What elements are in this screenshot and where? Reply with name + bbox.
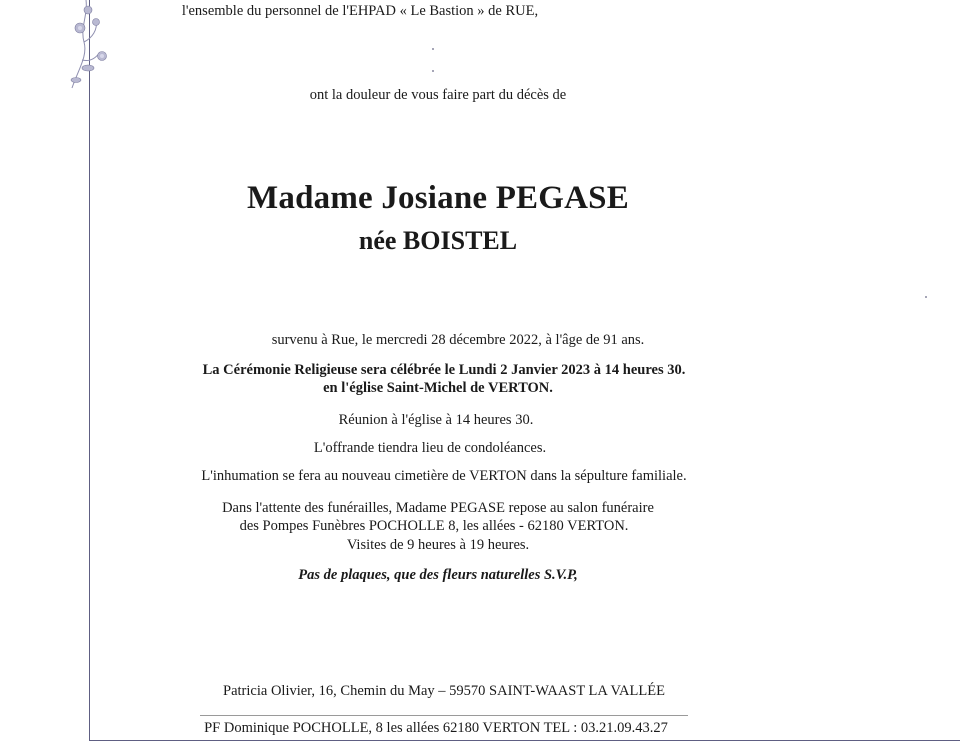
announce-line: ont la douleur de vous faire part du décès de: [309, 87, 567, 103]
speck-mark: [432, 48, 434, 50]
family-address: Patricia Olivier, 16, Chemin du May – 59570 SAINT-WAAST LA VALLÉE: [223, 683, 665, 699]
funeral-home-line: PF Dominique POCHOLLE, 8 les allées 62180 VERTON TEL : 03.21.09.43.27: [204, 720, 668, 736]
meeting-line: Réunion à l'église à 14 heures 30.: [338, 412, 534, 428]
burial-line: L'inhumation se fera au nouveau cimetière de VERTON dans la sépulture familiale.: [201, 468, 687, 484]
speck-mark: [925, 296, 927, 298]
death-line: survenu à Rue, le mercredi 28 décembre 2022, à l'âge de 91 ans.: [271, 332, 645, 348]
offering-line: L'offrande tiendra lieu de condoléances.: [313, 440, 547, 456]
speck-mark: [432, 70, 434, 72]
rest-line-2: des Pompes Funèbres POCHOLLE 8, les allées - 62180 VERTON.: [239, 518, 629, 534]
ceremony-line-1: La Cérémonie Religieuse sera célébrée le Lundi 2 Janvier 2023 à 14 heures 30.: [202, 362, 686, 378]
maiden-name: née BOISTEL: [358, 226, 518, 255]
intro-line: l'ensemble du personnel de l'EHPAD « Le Bastion » de RUE,: [181, 3, 539, 19]
deceased-name: Madame Josiane PEGASE: [247, 180, 629, 216]
flowers-line: Pas de plaques, que des fleurs naturelles S.V.P,: [298, 567, 578, 583]
rest-line-1: Dans l'attente des funérailles, Madame PEGASE repose au salon funéraire: [222, 500, 654, 516]
visits-line: Visites de 9 heures à 19 heures.: [346, 537, 530, 553]
footer-divider: [200, 715, 688, 716]
ceremony-line-2: en l'église Saint-Michel de VERTON.: [323, 380, 553, 396]
